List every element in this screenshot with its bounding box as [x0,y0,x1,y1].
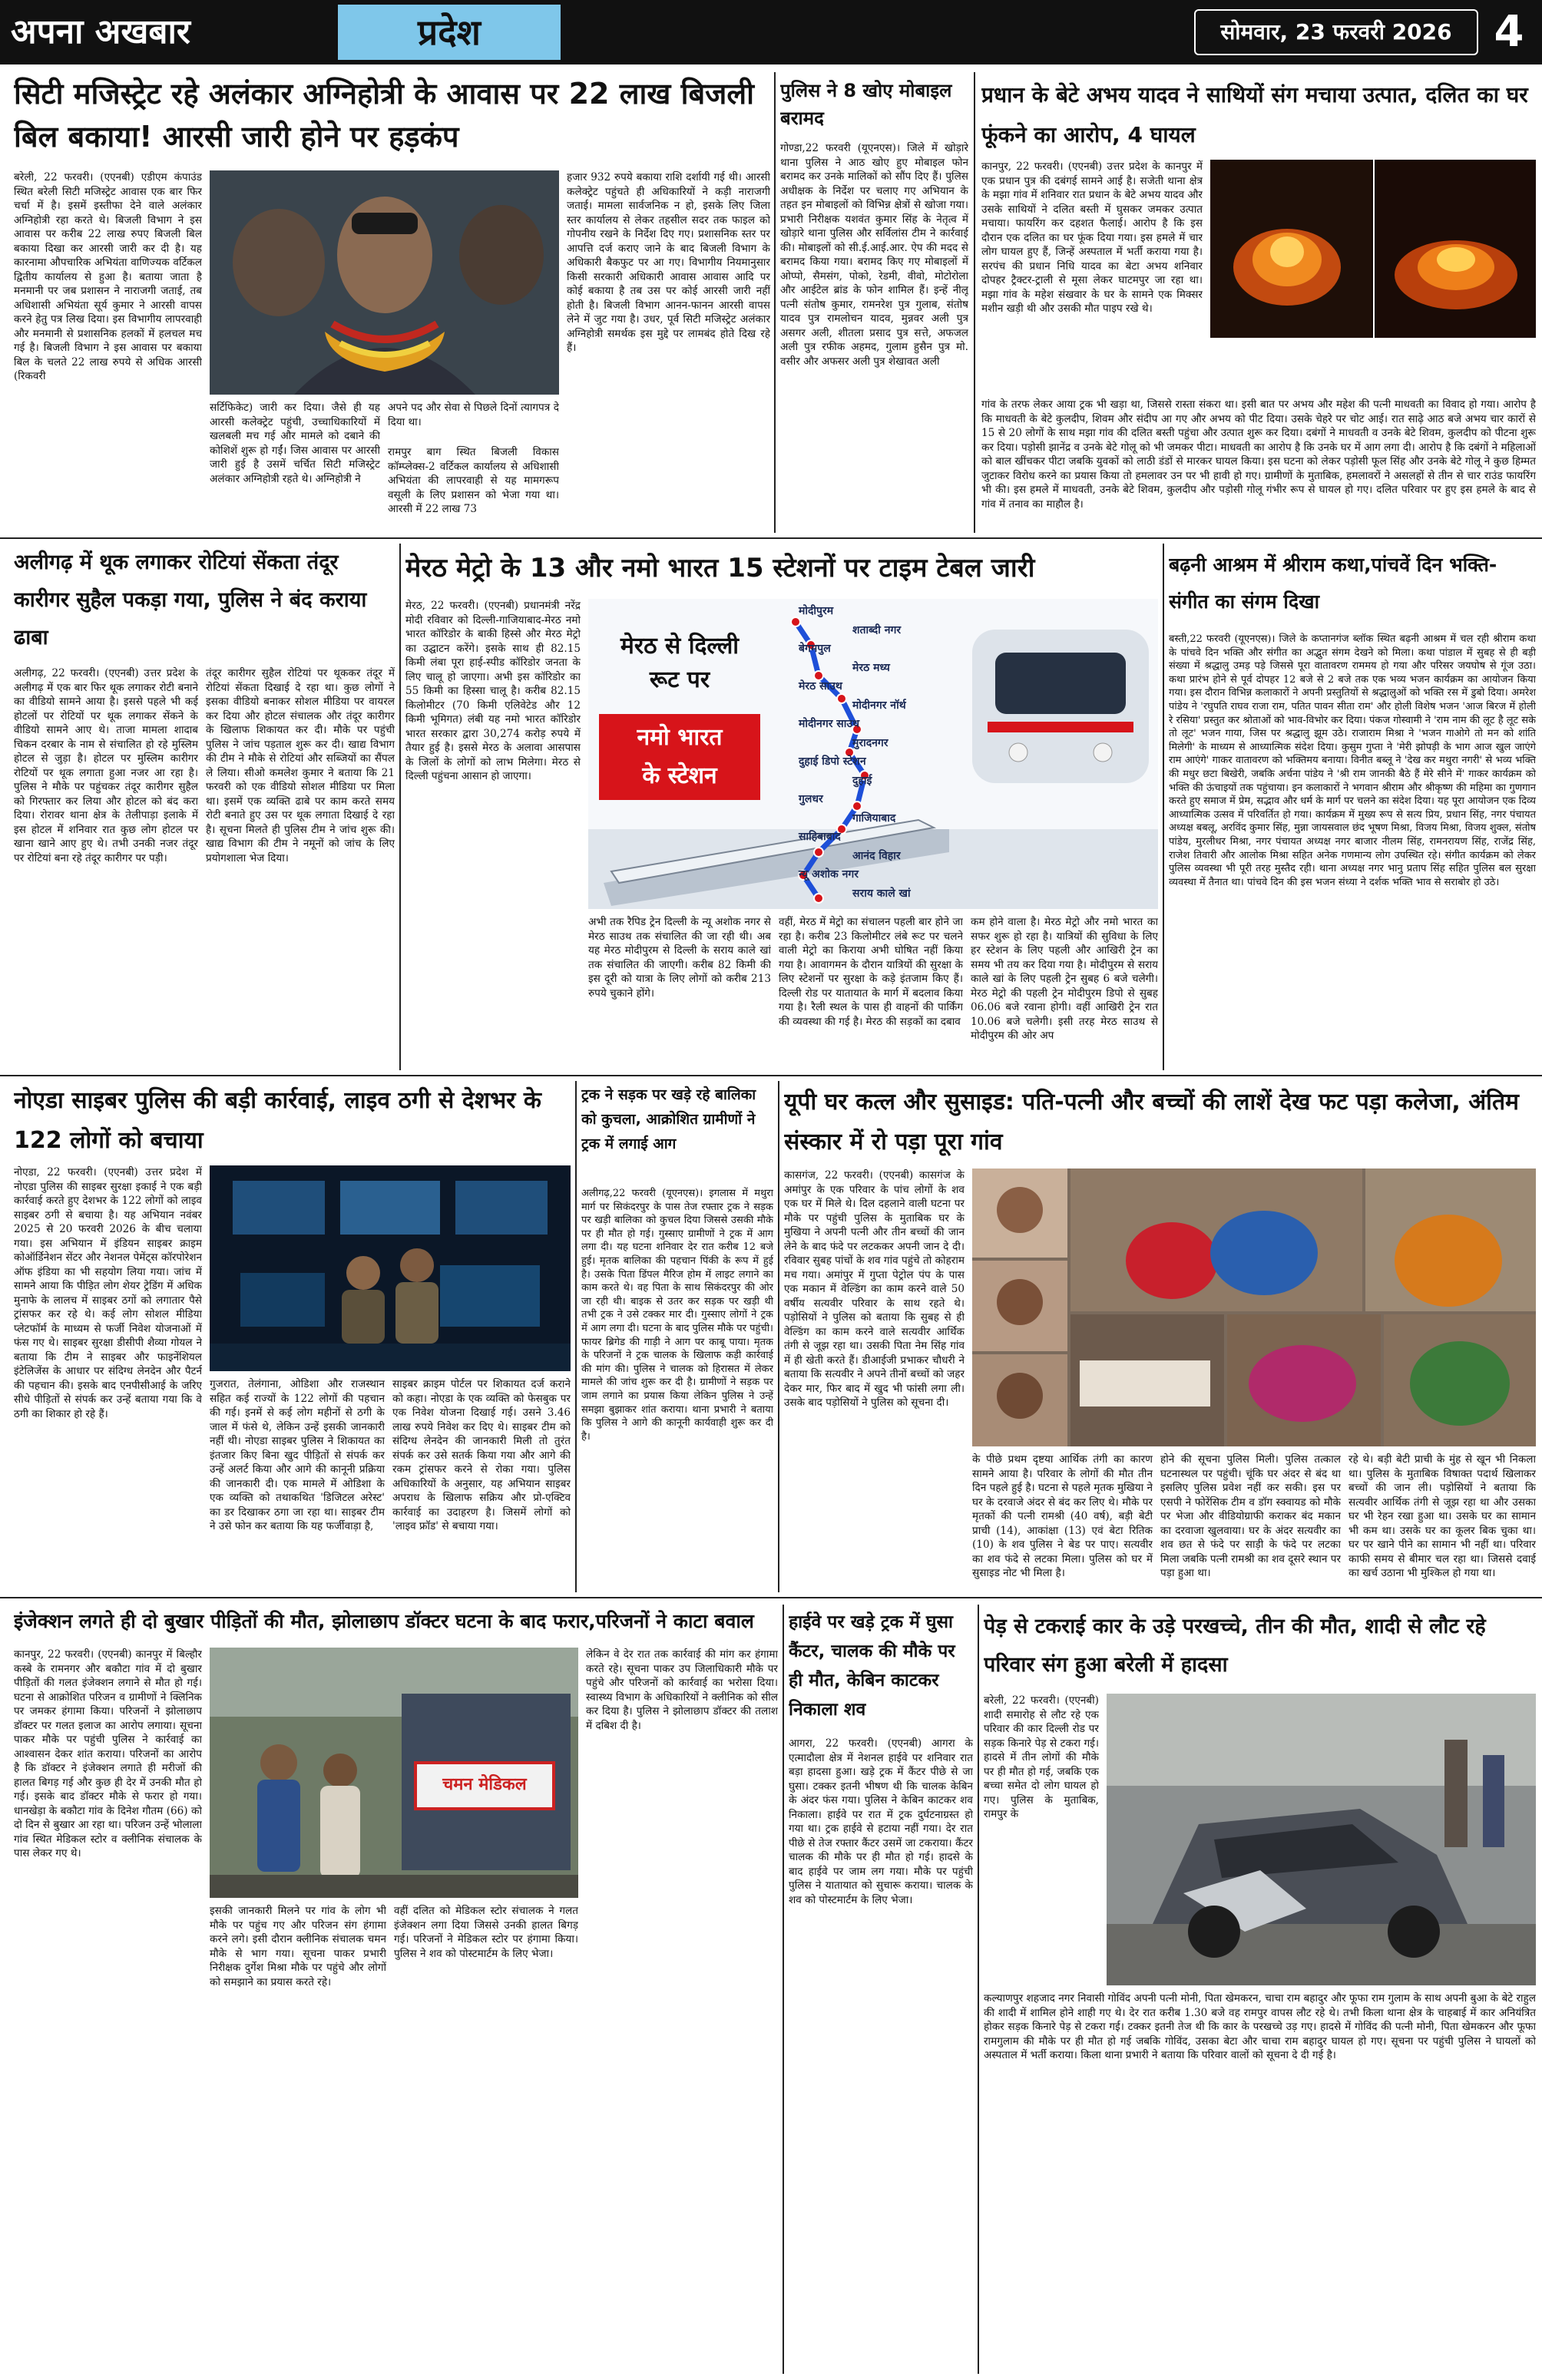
article-injection-col4: लेकिन वे देर रात तक कार्रवाई की मांग कर हंगामा करते रहे। सूचना पाकर उप जिलाधिकारी मौके पर पहुंचे और परिजनों को कार्रवाई का भरोसा दिया। स्वास्थ्य विभाग के अधिकारियों ने क्लीनिक को सील कर दिया है। पुलिस ने झोलाछाप डॉक्टर की तलाश में दबिश दी है। [586,1648,778,1732]
article-metro-col1: मेरठ, 22 फरवरी। (एएनबी) प्रधानमंत्री नरेंद्र मोदी रविवार को दिल्ली-गाजियाबाद-मेरठ नमो भारत कॉरिडोर के बाकी हिस्से और मेरठ मेट्रो का उद्घाटन करेंगे। इसके साथ ही 82.15 किमी लंबा पूरा हाई-स्पीड कॉरिडोर जनता के लिए चालू हो जाएगा। अभी इस कॉरिडोर का 55 किमी का हिस्सा चालू है। करीब 82.15 किलोमीटर (70 किमी एलिवेटेड और 12 किमी भूमिगत) लंबी यह नमो भारत कॉरिडोर भारत सरकार द्वारा 30,274 करोड़ रुपये में तैयार हुई है। इससे मेरठ के अलावा आसपास के जिलों के लोगों को लाभ मिलेगा। मेरठ से दिल्ली पहुंचना आसान हो जाएगा। [405,600,581,782]
station-label: आनंद विहार [852,850,901,862]
article-katha-body: बस्ती,22 फरवरी (यूएनएस)। जिले के कप्तानगंज ब्लॉक स्थित बढ़नी आश्रम में चल रही श्रीराम कथा के पांचवे दिन भक्ति और संगीत का अद्भुत संगम देखने को मिला। कथा पांडाल में सुबह से ही बड़ी संख्या में श्रद्धालु उमड़ पड़े जिससे पूरा वातावरण राममय हो गया और परिसर जयघोष से गूंज उठा। कथा प्रारंभ होने से पूर्व दोपहर 12 बजे से 2 बजे तक एक भव्य भजन कार्यक्रम का आयोजन किया गया। इस दौरान विभिन्न कलाकारों ने अपनी प्रस्तुतियों से श्रद्धालुओं को भक्ति रस में डुबो दिया। अमरेश पांडेय ने 'रघुपति राघव राजा राम, पतित पावन सीता राम' और होली विशेष भजन 'आज बिरज में होली रे रसिया' प्रस्तुत कर श्रोताओं को भाव-विभोर कर दिया। पंकज गोस्वामी ने 'राम नाम की लूट है लूट सके तो लूट' भजन गाया, जिस पर श्रद्धालु झूम उठे। राजाराम मिश्रा ने 'भजन गाओगे तो मन को शांति मिलेगी' के माध्यम से आध्यात्मिक संदेश दिया। कुसुम गुप्ता ने 'मेरी झोपड़ी के भाग आज खुल जाएंगे राम आएंगे' गाकर वातावरण को भक्तिमय बनाया। विनीत बब्लू ने 'देख कर मथुरा नगरी' से भव्य भक्ति की मधुर छटा बिखेरी, जबकि अर्चना पांडेय ने 'श्री राम जानकी बैठे हैं मेरे सीने में' गाकर कार्यक्रम को भक्ति की ऊंचाइयों तक पहुंचाया। इन कलाकारों ने भगवान श्रीराम और श्रीकृष्ण की महिमा का गुणगान करते हुए समाज में प्रेम, सद्भाव और धर्म के मार्ग पर चलने का संदेश दिया। यह पूरा आयोजन एक दिव्य आध्यात्मिक उत्सव में परिवर्तित हो गया। कार्यक्रम में मुख्य रूप से सत्य प्रिय, प्रधान सिंह, नगर पंचायत अध्यक्ष बबलू, अरविंद कुमार सिंह, मुन्ना जायसवाल छंद भूषण मिश्रा, विजय मिश्रा, विजय शुक्ल, संतोष पांडेय, मुरलीधर मिश्रा, नगर पंचायत अध्यक्ष नगर बाजार नीलम सिंह, रामनरायण सिंह, राजेंद्र सिंह, राजेश तिवारी और आलोक मिश्रा सहित अनेक गणमान्य लोग उपस्थित रहे। संगीत कार्यक्रम को लेकर पुलिस व्यवस्था भी पूरी तरह मुस्तैद रही। थाना अध्यक्ष नगर भानु प्रताप सिंह सहित पुलिस बल सुरक्षा व्यवस्था में तैनात था। पांचवे दिन की इस भजन संध्या ने दर्शक भक्ति भाव से सराबोर हो उठे। [1169,633,1536,888]
graphic-banner-line1: नमो भारत [637,724,723,751]
headline-kasganj-family: यूपी घर कत्ल और सुसाइड: पति-पत्नी और बच्चों की लाशें देख फट पड़ा कलेजा, अंतिम संस्कार में रो पड़ा पूरा गांव [784,1089,1519,1155]
column-divider [974,72,975,533]
article-electricity-col4: हजार 932 रुपये बकाया राशि दर्शायी गई थी। आरसी कलेक्ट्रेट पहुंचते ही अधिकारियों ने कड़ी नाराजगी जताई। मामला सार्वजनिक न हो, इसके लिए जिला स्तर कार्यालय से लेकर तहसील सदर तक फाइल को गोपनीय रखने के निर्देश दिए गए। प्रशासनिक स्तर पर आपत्ति दर्ज कराए जाने के बाद बिजली विभाग के अधिकारी बैकफुट पर आ गए। विभागीय नियमानुसार किसी सरकारी अधिकारी आवास आवास आदि पर कोई बकाया है तब उस पर कोई आरसी जारी नहीं होती है। बिजली विभाग आनन-फानन आरसी वापस लेने में जुट गया है। उधर, पूर्व सिटी मजिस्ट्रेट अलंकार अग्निहोत्री समर्थक इस मुद्दे पर लामबंद होते दिख रहे हैं। [567,171,770,354]
station-label: मुरादनगर [852,737,888,749]
row-divider [0,1597,1542,1598]
headline-noida-cyber: नोएडा साइबर पुलिस की बड़ी कार्रवाई, लाइव ठगी से देशभर के 122 लोगों को बचाया [14,1087,541,1154]
shop-sign-text: चमन मेडिकल [442,1775,527,1794]
photo-official-garlanded [210,170,559,395]
article-cyber-col1: नोएडा, 22 फरवरी। (एएनबी) उत्तर प्रदेश में नोएडा पुलिस की साइबर सुरक्षा इकाई ने एक बड़ी कार्रवाई करते हुए देशभर के 122 लोगों को लाइव साइबर ठगी से बचाया है। यह अभियान नवंबर 2025 से 20 फरवरी 2026 के बीच चलाया गया। इस अभियान में इंडियन साइबर क्राइम कोऑर्डिनेशन सेंटर और नेशनल पेमेंट्स कॉरपोरेशन ऑफ इंडिया का भी सहयोग लिया गया। जांच में सामने आया कि पीड़ित लोग शेयर ट्रेडिंग में अधिक मुनाफे के लालच में साइबर ठगों को लगातार पैसे ट्रांसफर कर रहे थे। कई लोग सोशल मीडिया प्लेटफॉर्म के माध्यम से फर्जी निवेश योजनाओं में फंस गए थे। साइबर सुरक्षा डीसीपी शैव्या गोयल ने बताया कि टीम ने साइबर और फाइनेंशियल इंटेलिजेंस के आधार पर संदिग्ध लेनदेन और पैटर्न की पहचान की। इसके बाद एनपीसीआई के जरिए सीधे पीड़ितों से संपर्क कर उन्हें बताया गया कि वे ठगी का शिकार हो रहे हैं। [14,1166,202,1420]
photo-cyber-police-room [210,1165,571,1371]
article-electricity-col3a: अपने पद और सेवा से पिछले दिनों त्यागपत्र दे दिया था। [388,402,559,428]
station-label: गाजियाबाद [852,812,896,825]
article-kasganj-col4: रहे थे। बड़ी बेटी प्राची के मुंह से खून भी निकला था। पुलिस के मुताबिक विषाक्त पदार्थ खिलाकर बच्चों की जान ली। पड़ोसियों ने बताया कि सत्यवीर आर्थिक तंगी से जूझ रहा था और उसका घर भी रेहन रखा हुआ था। उसके घर का सामान भी कम था। उसके घर का कूलर बिक चुका था। घर पर खाने पीने का सामान भी नहीं था। परिवार काफी समय से बीमार चल रहा था। जिससे दवाई का खर्च उठाना भी मुश्किल हो गया था। [1348,1453,1536,1579]
article-metro-col1b: अभी तक रैपिड ट्रेन दिल्ली के न्यू अशोक नगर से मेरठ साउथ तक संचालित की जा रही थी। अब यह मेरठ मोदीपुरम से दिल्ली के सराय काले खां तक संचालित की जाएगी। करीब 82 किमी की इस दूरी को यात्रा के लिए लोगों को करीब 213 रुपये चुकाने होंगे। [588,916,771,1000]
station-label: मेरठ साउथ [799,680,842,693]
article-aligarh-col2: तंदूर कारीगर सुहैल रोटियां पर थूककर तंदूर में रोटियां सेंकता दिखाई दे रहा था। कुछ लोगों ने इसका वीडियो बनाकर सोशल मीडिया पर वायरल कर दिया और होटल संचालक और तंदूर कारीगर के खिलाफ शिकायत कर दी। मौके पर पहुंची पुलिस ने जांच पड़ताल शुरू कर दी। खाद्य विभाग की टीम ने मौके से रोटियां और सब्जियों का सैंपल ले लिया। सीओ कमलेश कुमार ने बताया कि 21 फरवरी को एक वीडियो सोशल मीडिया पर मिला था। इसमें एक व्यक्ति ढाबे पर काम करते समय रोटी बनाते हुए उस पर थूक लगाता दिखाई दे रहा है। सूचना मिलते ही पुलिस टीम ने जांच शुरू की। खाद्य विभाग की टीम ने नमूनों को जांच के लिए प्रयोगशाला भेज दिया। [206,667,395,864]
column-divider [399,544,401,1070]
column-divider [783,1605,784,2374]
photo-wrecked-car [1107,1694,1536,1985]
graphic-banner-line2: के स्टेशन [642,762,717,789]
article-car-body: कल्याणपुर शहजाद नगर निवासी गोविंद अपनी पत्नी मोनी, पिता खेमकरन, चाचा राम बहादुर और फूफा राम गुलाम के साथ अपनी बुआ के बेटे राहुल की शादी में शामिल होने शाही गए थे। देर रात करीब 1.30 बजे वह रामपुर वापस लौट रहे थे। तभी किला थाना क्षेत्र के चाहबाई में कार अनियंत्रित होकर सड़क किनारे पेड़ से टकरा गई। टक्कर इतनी तेज थी कि कार के परखच्चे उड़ गए। हादसे में गोविंद की पत्नी मोनी, पिता खेमकरन और फूफा रामगुलाम की मौके पर ही मौत हो गई जबकि गोविंद, उसका बेटा और चाचा राम बहादुर घायल हो गए। सूचना पर पहुंची पुलिस ने घायलों को अस्पताल में भर्ती कराया। किला थाना प्रभारी ने बताया कि परिवार वालों को सूचना दे दी गई है। [984,1992,1536,2061]
graphic-title-line1: मेरठ से दिल्ली [620,633,740,659]
graphic-banner [599,714,760,800]
headline-aligarh-roti: अलीगढ़ में थूक लगाकर रोटियां सेंकता तंदूर कारीगर सुहैल पकड़ा गया, पुलिस ने बंद कराया ढाबा [14,550,367,650]
article-electricity-col3b: रामपुर बाग स्थित बिजली विकास कॉम्प्लेक्स-2 वर्टिकल कार्यालय से अधिशासी अभियंता की लापरवाही से यह मामगरूप वसूली के लिए प्रशासन को भेजा गया था। आरसी में 22 लाख 73 [388,446,559,515]
article-pradhan-col1: कानपुर, 22 फरवरी। (एएनबी) उत्तर प्रदेश के कानपुर में एक प्रधान पुत्र की दबंगई सामने आई है। सजेती थाना क्षेत्र के मझा गांव में शनिवार रात प्रधान के बेटे अभय यादव और उसके साथियों ने दलित बस्ती में घुसकर जमकर उत्पात मचाया। फायरिंग कर दहशत फैलाई। आरोप है कि इस दौरान एक दलित का घर फूंक दिया गया। इस हमले में चार लोग घायल हुए हैं, जिन्हें अस्पताल में भर्ती कराया गया है। सरपंच की प्रधान निधि यादव का बेटा अभय शनिवार दोपहर ट्रैक्टर-ट्राली से मूसा लेकर घाटमपुर जा रहा था। मझा गांव के महेश संखवार के घर के सामने एक मिक्सर मशीन खड़ी थी और उसकी मौत पाइप रखे थे। [981,160,1203,315]
station-label: मोदीनगर नॉर्थ [852,699,906,712]
article-aligarh-col1: अलीगढ़, 22 फरवरी। (एएनबी) उत्तर प्रदेश के अलीगढ़ में एक बार फिर थूक लगाकर रोटी बनाने का वीडियो सामने आया है। इससे पहले भी कई होटलों पर रोटियों पर थूक लगाकर सेंकने के वीडियो सामने आए थे। ताजा मामला शादाब चिकन दरबार के नाम से संचालित हो रहे मुस्लिम होटल से जुड़ा है। होटल पर मुस्लिम कारीगर रोटियों पर थूक लगाता हुआ नजर आ रहा है। पुलिस ने मौके पर पहुंचकर तंदूर कारीगर सुहैल को गिरफ्तार कर लिया और होटल को बंद करा दिया। रोरावर थाना क्षेत्र के तेलीपाड़ा इलाके में इस होटल में शनिवार रात कुछ लोग होटल पर खाना खाने आए हुए थे। तभी उनकी नजर तंदूर पर रोटियां बना रहे तंदूर कारीगर पर पड़ी। [14,667,198,864]
headline-bareilly-car: पेड़ से टकराई कार के उड़े परखच्चे, तीन की मौत, शादी से लौट रहे परिवार संग हुआ बरेली में हादसा [984,1615,1486,1677]
photo-house-fire [1210,160,1536,338]
article-injection-col3: वहीं दलित को मेडिकल स्टोर संचालक ने गलत इंजेक्शन लगा दिया जिससे उनकी हालत बिगड़ गई। परिजनों ने मेडिकल स्टोर पर हंगामा किया। पुलिस ने शव को पोस्टमार्टम के लिए भेजा। [394,1905,578,1960]
article-metro-col2: वहीं, मेरठ में मेट्रो का संचालन पहली बार होने जा रहा है। करीब 23 किलोमीटर लंबे रूट पर चलने वाली मेट्रो का किराया अभी घोषित नहीं किया गया है। आवागमन के दौरान यात्रियों की सुरक्षा के लिए स्टेशनों पर सुरक्षा के कड़े इंतजाम किए हैं। दिल्ली रोड पर यातायात के मार्ग में बदलाव किया गया है। रैली स्थल के पास ही वाहनों की पार्किंग की व्यवस्था की गई है। मेरठ की सड़कों का दबाव [779,916,963,1028]
article-electricity-col1: बरेली, 22 फरवरी। (एएनबी) एडीएम कंपाउंड स्थित बरेली सिटी मजिस्ट्रेट आवास एक बार फिर चर्चा में है। इसमें इस्तीफा देने वाले अलंकार अग्निहोत्री रहा करते थे। बिजली विभाग ने इस आवास पर करीब 22 लाख रुपए बिजली बिल बकाया दिखा कर आरसी जारी कर दी है। यह कारनामा औपचारिक अभियंता वाणिज्यक वर्टिकल द्वितीय कार्यालय से हुआ है। बताया जाता है मनमानी पर जब प्रशासन ने नाराजगी जताई, तब अधिशासी अभियंता सूर्य कुमार ने आरसी वापस करने हेतु पत्र लिख दिया। इस विभागीय लापरवाही और मनमानी से प्रशासनिक हलकों में हलचल मच गई है। बिजली विभाग ने इस आवास पर बकाया बिल के चलते 22 लाख रुपये से अधिक आरसी (रिकवरी [14,171,202,382]
article-pradhan-body: गांव के तरफ लेकर आया ट्रक भी खड़ा था, जिससे रास्ता संकरा था। इसी बात पर अभय और महेश की पत्नी माधवती का विवाद हो गया। आरोप है कि माधवती के बेटे कुलदीप, शिवम और संदीप आ गए और अभय को पीट दिया। उसके चेहरे पर चोट आई। रात साढ़े आठ बजे अभय चार कारों से 15 से 20 लोगों के साथ मझा गांव की दलित बस्ती पहुंचा और उत्पात शुरू कर दिया। दबंगों ने माधवती व उनके बेटे शिवम, कुलदीप को पीटना शुरू कर दिया। पड़ोसी झानेंद्र व उनके बेटे गोलू को भी जमकर पीटा। माधवती का आरोप है कि उनके घर में आग लगा दी। आरोप है कि दबंगों ने महिलाओं को बाल खींचकर पीटा जबकि युवकों को लाठी डंडों से मारकर घायल किया। इस घटना को लेकर पड़ोसी फूल सिंह और उनके बेटे गोलू ने कुछ हिम्मत जुटाकर विरोध करने का प्रयास किया तो हमलावर उन पर भी हावी हो गए। ग्रामीणों के मुताबिक, हमलावरों ने असलहों से तीन से चार राउंड फायरिंग भी की। इस हमले में माधवती, उनके बेटे शिवम, कुलदीप और पड़ोसी गोलू गंभीर रूप से घायल हो गए। दलित परिवार पर हुए इस हमले के बाद से गांव में तनाव का माहौल है। [981,398,1536,511]
column-divider [778,1081,779,1592]
headline-mobile-recovered: पुलिस ने 8 खोए मोबाइल बरामद [780,80,952,129]
graphic-title [599,630,760,706]
article-kasganj-col1: कासगंज, 22 फरवरी। (एएनबी) कासगंज के अमांपुर के एक परिवार के पांच लोगों के शव एक घर में मिले थे। दिल दहलाने वाली घटना पर मौके पर पहुंची पुलिस के मुताबिक घर के मुखिया ने अपनी पत्नी और तीन बच्चों की जान लेने के बाद फंदे पर लटककर अपनी जान दे दी। रविवार सुबह पांचों के शव गांव पहुंचे तो कोहराम मच गया। अमांपुर में गुप्ता पेट्रोल पंप के पास एक मकान में वेल्डिंग का काम करने वाले 50 वर्षीय सत्यवीर परिवार के साथ रहते थे। पड़ोसियों ने पुलिस को बताया कि सुबह से ही वेल्डिंग का काम करने वाले सत्यवीर आर्थिक तंगी से जूझ रहा था। उसकी पिता नेम सिंह गांव में ही खेती करते हैं। डीआईजी प्रभाकर चौधरी ने बताया कि सत्यवीर ने अपने तीनों बच्चों को जहर देकर मार, फिर बाद में खुद भी फांसी लगा ली। उसके बाद पड़ोसियों ने पुलिस को सूचना दी। [784,1169,965,1409]
page-number: 4 [1494,7,1524,57]
station-list [768,603,998,904]
article-cyber-col2: गुजरात, तेलंगाना, ओडिशा और राजस्थान सहित कई राज्यों के 122 लोगों की पहचान की गई। इनमें से कई लोग महीनों से ठगी के जाल में फंसे थे, लेकिन उन्हें इसकी जानकारी नहीं थी। नोएडा साइबर पुलिस ने शिकायत का इंतजार किए बिना खुद पीड़ितों से संपर्क कर उन्हें अलर्ट किया और आगे की कानूनी प्रक्रिया की जानकारी दी। एक मामले में ओडिशा के एक व्यक्ति को तथाकथित 'डिजिटल अरेस्ट' का डर दिखाकर ठगा जा रहा था। साइबर टीम ने उसे फोन कर बताया कि यह फर्जीवाड़ा है, [210,1378,385,1532]
station-label: साहिबाबाद [799,831,841,843]
station-label: शताब्दी नगर [852,624,902,636]
article-kasganj-col2: के पीछे प्रथम दृष्टया आर्थिक तंगी का कारण सामने आया है। परिवार के लोगों की मौत तीन दिन पहले हुई है। घटना से पहले मृतक मुखिया ने घर के दरवाजे अंदर से बंद कर लिए थे। मौके पर मृतकों की पत्नी रामश्री (40 वर्ष), बड़ी बेटी प्राची (14), आकांक्षा (13) एवं बेटा रितिक (10) के शव पुलिस ने बेड पर पाए। सत्यवीर का शव फंदे से लटका मिला। पुलिस को घर में सुसाइड नोट भी मिला है। [972,1453,1153,1579]
article-mobile-body: गोण्डा,22 फरवरी (यूएनएस)। जिले में खोड़ारे थाना पुलिस ने आठ खोए हुए मोबाइल फोन बरामद कर उनके मालिकों को सौंप दिए हैं। पुलिस अधीक्षक के निर्देश पर चलाए गए अभियान के तहत इन मोबाइलों को विभिन्न क्षेत्रों से खोजा गया। प्रभारी निरीक्षक यशवंत कुमार सिंह के नेतृत्व में खोड़ारे थाना पुलिस और सर्विलांस टीम ने कार्रवाई की। मोबाइलों को सी.ई.आई.आर. ऐप की मदद से बरामद किया गया। बरामद किए गए मोबाइलों में ओप्पो, सैमसंग, पोको, रेडमी, वीवो, मोटोरोला और आईटेल ब्रांड के फोन शामिल हैं। इन्हें नीलू पत्नी संतोष कुमार, रामनरेश पुत्र गुलाब, संतोष यादव पुत्र रामलोचन यादव, मुन्नवर अली पुत्र असगर अली, शीतला प्रसाद पुत्र सत्ते, अफजल अली पुत्र रफीक अहमद, गुलाम हुसैन पुत्र मो. वसीर और अफसर अली पुत्र शेखावत अली [780,142,968,368]
graphic-title-line2: रूट पर [649,666,710,693]
headline-injection-deaths: इंजेक्शन लगते ही दो बुखार पीड़ितों की मौत, झोलाछाप डॉक्टर घटना के बाद फरार,परिजनों ने काटा बवाल [14,1610,754,1632]
station-label: मोदीनगर साउथ [799,718,860,730]
station-label: मेरठ मध्य [852,662,890,674]
article-injection-col1: कानपुर, 22 फरवरी। (एएनबी) कानपुर में बिल्हौर कस्बे के रामनगर और बकौटा गांव में दो बुखार पीड़ितों की गलत इंजेक्शन लगाने से मौत हो गई। घटना से आक्रोशित परिजन व ग्रामीणों ने क्लिनिक पर जमकर हंगामा किया। परिजनों ने झोलाछाप डॉक्टर पर गलत इलाज का आरोप लगाया। सूचना पाकर मौके पर पहुंची पुलिस ने कार्रवाई का आश्वासन देकर शांत कराया। परिजनों का आरोप है कि डॉक्टर ने इंजेक्शन लगाते ही मरीजों की हालत बिगड़ गई और कुछ ही देर में उनकी मौत हो गई। इसके बाद डॉक्टर मौके से फरार हो गया। धानखेड़ा के बकौटा गांव के दिनेश गौतम (66) को दो दिन से बुखार आ रहा था। परिजन उन्हें भोलाला गांव स्थित मेडिकल स्टोर व क्लीनिक संचालक के पास लेकर गए थे। [14,1648,202,1859]
article-car-col1: बरेली, 22 फरवरी। (एएनबी) शादी समारोह से लौट रहे एक परिवार की कार दिल्ली रोड पर सड़क किनारे पेड़ से टकरा गई। हादसे में तीन लोगों की मौके पर ही मौत हो गई, जबकि एक बच्चा समेत दो लोग घायल हो गए। पुलिस के मुताबिक, रामपुर के [984,1694,1099,1820]
row-divider [0,537,1542,539]
article-truck-body: अलीगढ़,22 फरवरी (यूएनएस)। इगलास में मथुरा मार्ग पर सिकंदरपुर के पास तेज रफ्तार ट्रक ने सड़क पर खड़ी बालिका को कुचल दिया जिससे उसकी मौके पर ही मौत हो गई। गुस्साए ग्रामीणों ने ट्रक में आग लगा दी। यह घटना शनिवार देर रात करीब 12 बजे हुई। मृतक बालिका की पहचान पिंकी के रूप में हुई है। उसके पिता डिंपल मैरिज होम में लाइट लगाने का काम करते थे। वह पिता के साथ सिकंदरपुर की ओर जा रही थी। बाइक से उतर कर सड़क पर खड़ी थी तभी ट्रक ने उसे टक्कर मार दी। गुस्साए लोगों ने ट्रक में आग लगा दी। घटना के बाद पुलिस मौके पर पहुंची। फायर ब्रिगेड की गाड़ी ने आग पर काबू पाया। मृतक के परिजनों ने ट्रक चालक के खिलाफ कड़ी कार्रवाई की मांग की। पुलिस ने चालक को हिरासत में लेकर मामले की जांच शुरू कर दी है। ग्रामीणों ने सड़क पर जाम लगाने का प्रयास किया लेकिन पुलिस ने उन्हें समझा बुझाकर शांत कराया। थाना प्रभारी ने बताया कि पुलिस ने आगे की कानूनी कार्यवाही शुरू कर दी है। [581,1188,773,1443]
article-electricity-col2: सर्टिफिकेट) जारी कर दिया। जैसे ही यह आरसी कलेक्ट्रेट पहुंची, उच्चाधिकारियों में खलबली मच गई और मामले को दबाने की कोशिशें शुरू हो गईं। जिस आवास पर आरसी जारी हुई है उसमें चर्चित सिटी मजिस्ट्रेट अलंकार अग्निहोत्री रहते थे। अग्निहोत्री ने [210,402,380,485]
column-divider [774,72,776,533]
headline-highway-canter: हाईवे पर खड़े ट्रक में घुसा कैंटर, चालक की मौके पर ही मौत, केबिन काटकर निकाला शव [789,1612,955,1720]
article-metro-col3: कम होने वाला है। मेरठ मेट्रो और नमो भारत का सफर शुरू हो रहा है। यात्रियों की सुविधा के लिए हर स्टेशन के लिए पहली और आखिरी ट्रेन का समय भी तय कर दिया गया है। मोदीपुरम से सराय काले खां के लिए पहली ट्रेन सुबह 6 बजे चलेगी। मेरठ मेट्रो की पहली ट्रेन मोदीपुरम डिपो से सुबह 06.06 बजे रवाना होगी। वहीं आखिरी ट्रेन रात 10.06 बजे चलेगी। इसी तरह मेरठ साउथ से मोदीपुरम की ओर अप [971,916,1158,1042]
column-divider [1163,544,1164,1070]
headline-truck-fire: ट्रक ने सड़क पर खड़े रहे बालिका को कुचला, आक्रोशित ग्रामीणों ने ट्रक में लगाई आग [581,1086,756,1152]
station-label: बेगमपुल [799,643,831,655]
headline-pradhan-son: प्रधान के बेटे अभय यादव ने साथियों संग मचाया उत्पात, दलित का घर फूंकने का आरोप, 4 घायल [981,82,1528,147]
station-label: सराय काले खां [852,888,911,900]
issue-date: सोमवार, 23 फरवरी 2026 [1194,9,1478,55]
column-divider [575,1081,577,1592]
article-canter-body: आगरा, 22 फरवरी। (एएनबी) आगरा के एत्मादौला क्षेत्र में नेशनल हाईवे पर शनिवार रात बड़ा हादसा हुआ। खड़े ट्रक में कैंटर पीछे से जा घुसा। टक्कर इतनी भीषण थी कि चालक केबिन के अंदर फंस गया। पुलिस ने केबिन काटकर शव निकाला। हाईवे पर रात में ट्रक दुर्घटनाग्रस्त हो गया था। ट्रक हाईवे से हटाया नहीं गया। देर रात पीछे से तेज रफ्तार कैंटर उसमें जा टकराया। कैंटर चालक की मौके पर ही मौत हो गई। हादसे के बाद हाईवे पर जाम लग गया। मौके पर पहुंची पुलिस ने यातायात को सुचारू कराया। चालक के शव को पोस्टमार्टम के लिए भेजा। [789,1737,973,1906]
section-title: प्रदेश [338,5,561,60]
headline-electricity-bill: सिटी मजिस्ट्रेट रहे अलंकार अग्निहोत्री के आवास पर 22 लाख बिजली बिल बकाया! आरसी जारी होने पर हड़कंप [14,77,754,154]
headline-meerut-metro: मेरठ मेट्रो के 13 और नमो भारत 15 स्टेशनों पर टाइम टेबल जारी [405,553,1035,583]
row-divider [0,1075,1542,1076]
article-cyber-col3: साइबर क्राइम पोर्टल पर शिकायत दर्ज कराने को कहा। नोएडा के एक व्यक्ति को फेसबुक पर एक निवेश योजना दिखाई गई। उसने 3.46 लाख रुपये निवेश कर दिए थे। साइबर टीम को संदिग्ध लेनदेन की जानकारी मिली तो तुरंत संपर्क कर उसे सतर्क किया गया और आगे की रकम ट्रांसफर करने से रोका गया। पुलिस अधिकारियों के अनुसार, यह अभियान साइबर अपराध के खिलाफ सक्रिय और प्रो-एक्टिव कार्रवाई का उदाहरण है। जिसमें लोगों को 'लाइव फ्रॉड' से बचाया गया। [392,1378,571,1532]
station-label: मोदीपुरम [799,605,834,617]
masthead [0,0,1542,64]
article-injection-col2: इसकी जानकारी मिलने पर गांव के लोग भी मौके पर पहुंच गए और परिजन संग हंगामा करने लगे। इसी दौरान क्लीनिक संचालक चमन मौके से भाग गया। सूचना पाकर प्रभारी निरीक्षक दुर्गेश मिश्रा मौके पर पहुंचे और लोगों को समझाने का प्रयास करते रहे। [210,1905,386,1988]
station-label: दुहाई डिपो स्टेशन [799,755,866,768]
headline-shriram-katha: बढ़नी आश्रम में श्रीराम कथा,पांचवें दिन भक्ति-संगीत का संगम दिखा [1169,554,1497,613]
photo-kasganj-family [972,1169,1536,1446]
newspaper-logo: अपना अखबार [11,12,190,51]
station-label: न्यू अशोक नगर [799,868,859,881]
article-kasganj-col3: होने की सूचना पुलिस मिली। पुलिस तत्काल घटनास्थल पर पहुंची। चूंकि घर अंदर से बंद था इसलिए पुलिस प्रवेश नहीं कर सकी। इस पर एसपी ने फोरेंसिक टीम व डॉग स्क्वायड को मौके पर भेजा और वीडियोग्राफी कराकर बंद मकान का दरवाजा खुलवाया। घर के अंदर सत्यवीर का शव छत से फंदे पर साड़ी के फंदे पर लटका मिला जबकि पत्नी रामश्री का शव दूसरे स्थान पर पड़ा हुआ था। [1160,1453,1341,1579]
station-label: दुहाई [852,775,872,787]
column-divider [978,1605,979,2374]
station-label: गुलधर [799,793,823,805]
